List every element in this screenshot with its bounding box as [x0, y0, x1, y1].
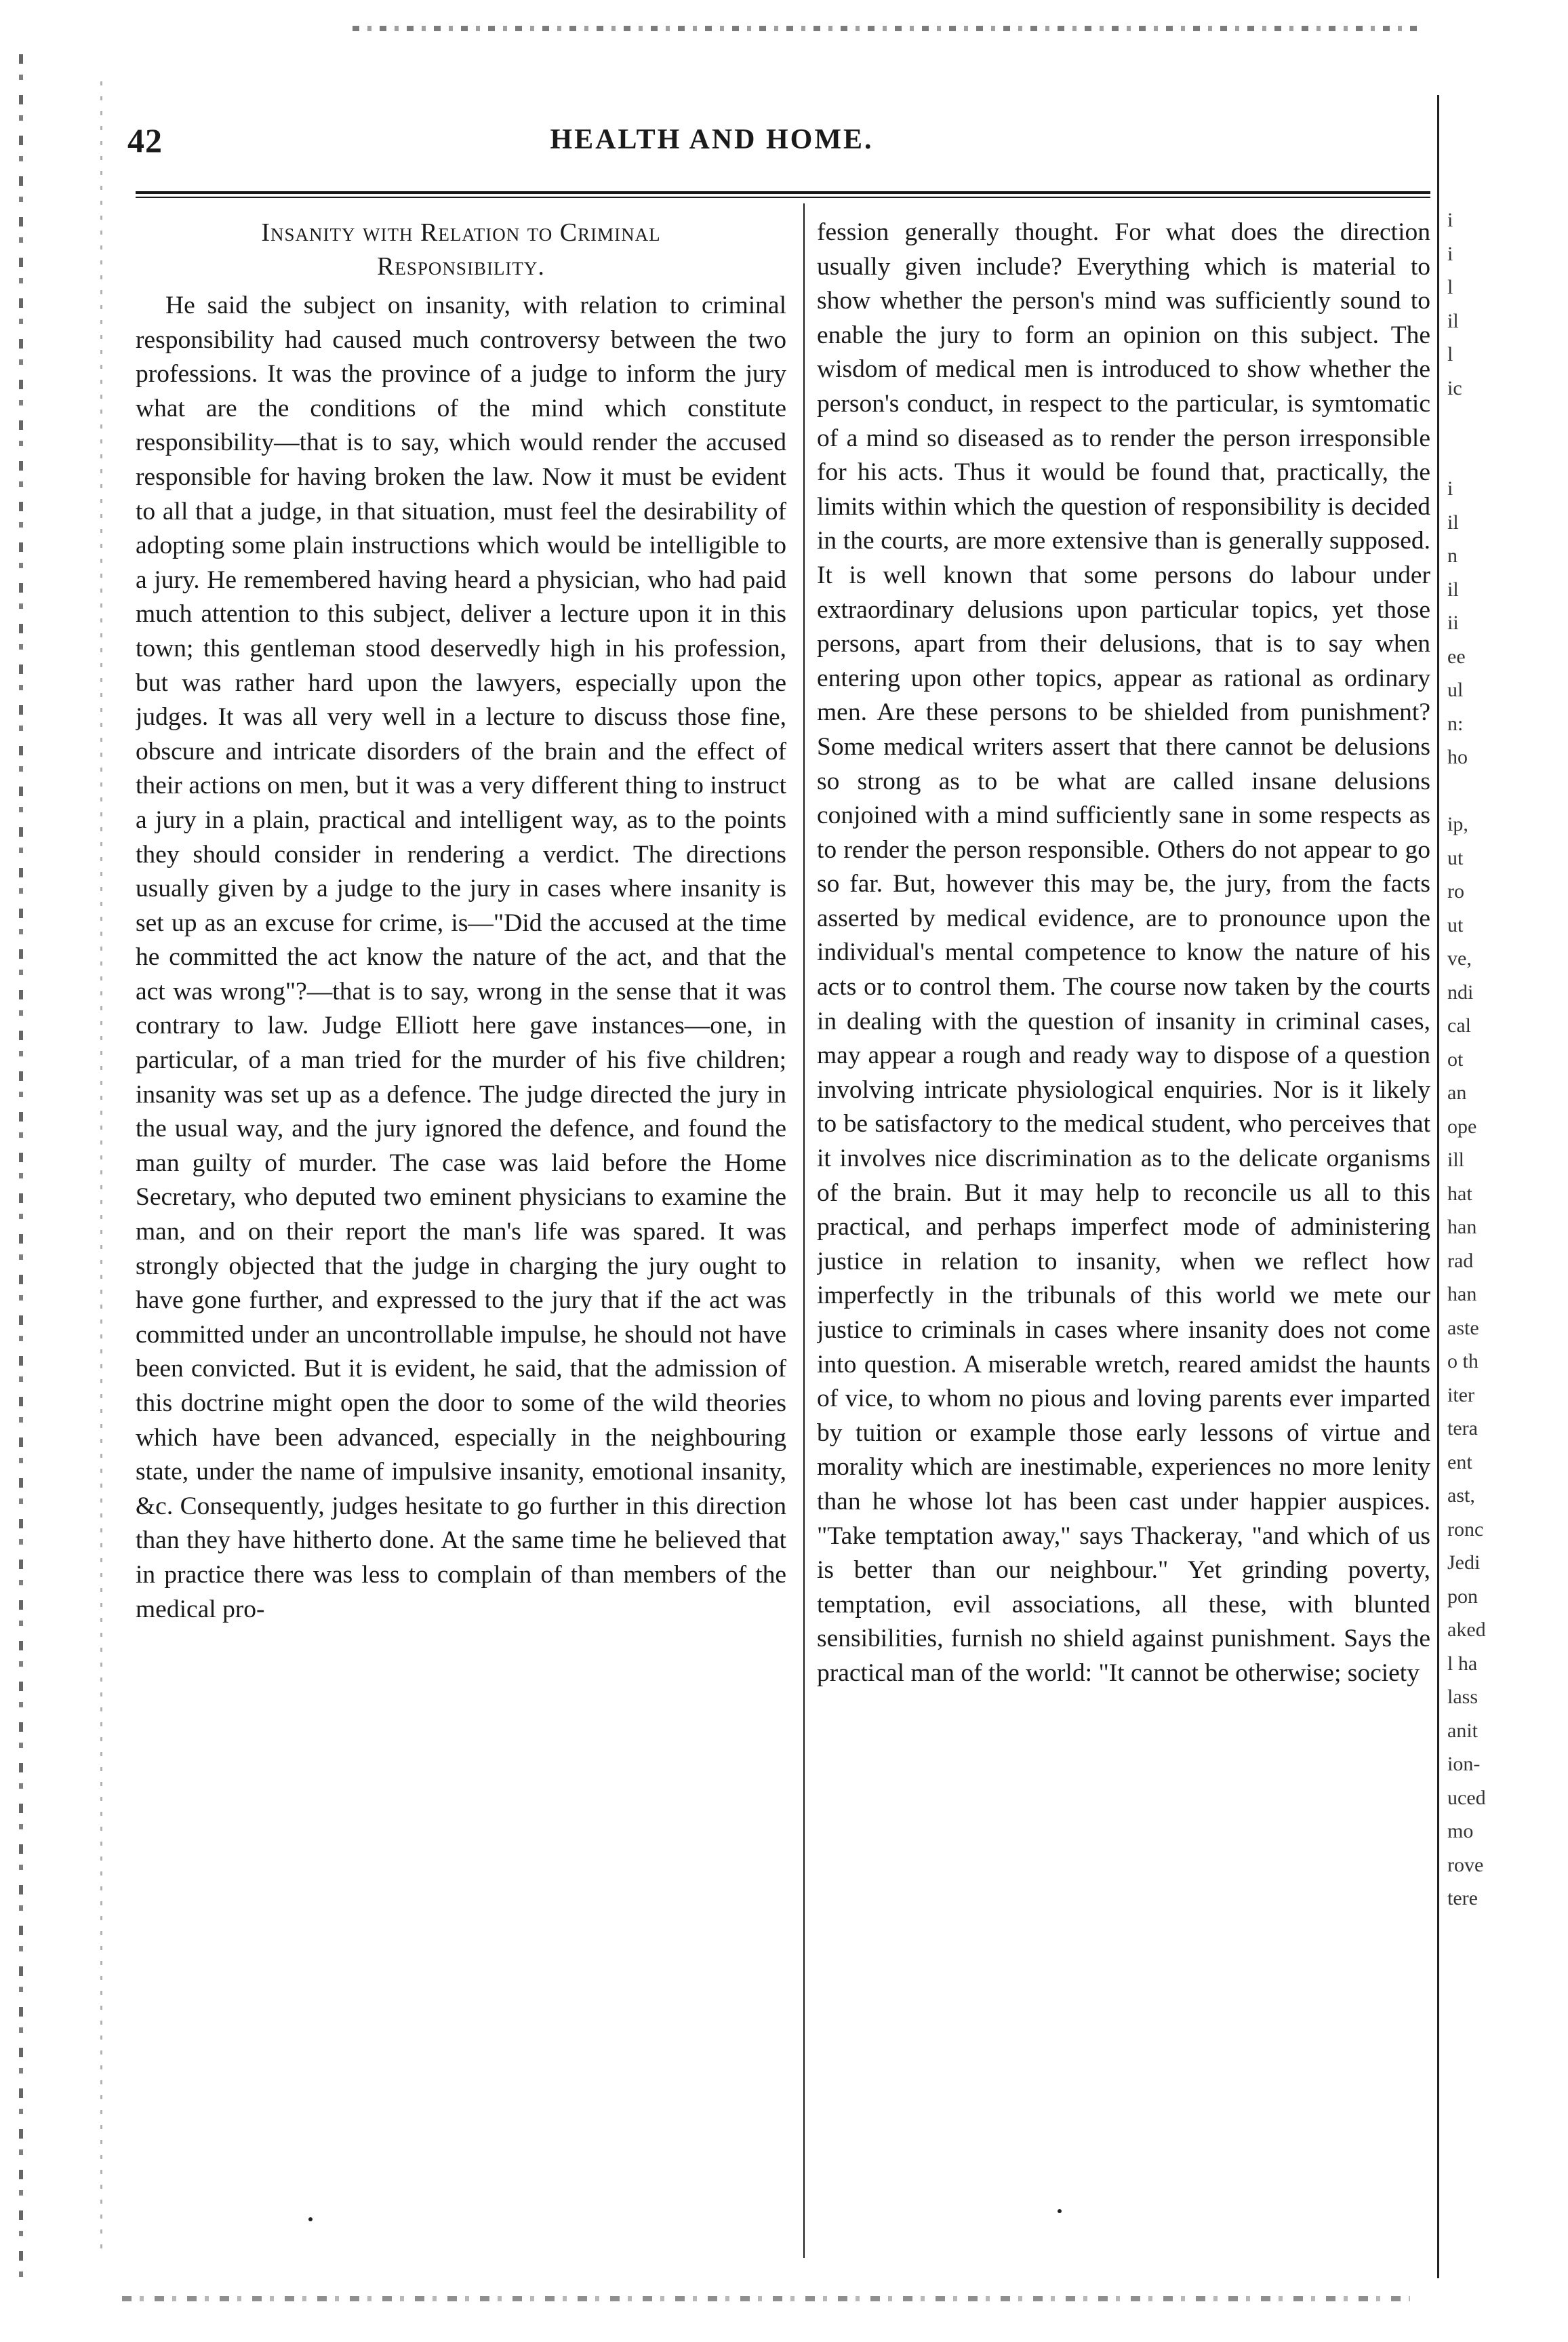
margin-fragment: uced — [1447, 1786, 1486, 1809]
margin-fragment: i — [1447, 242, 1453, 265]
margin-fragment — [1447, 774, 1549, 808]
margin-fragment: tere — [1447, 1887, 1478, 1909]
adjacent-page-fragments — [1447, 203, 1549, 2278]
margin-fragment: Jedi — [1447, 1551, 1481, 1574]
margin-fragment: n — [1447, 544, 1458, 567]
margin-fragment: lass — [1447, 1686, 1478, 1708]
right-column-body: fession generally thought. For what does the direction usually given include? Everything which is material to show whether the person's mind was sufficiently sound to enable the jury to form an opinion on this subject. The wisdom of medical men is introduced to show whether the person's conduct, in respect to the particular, is symtomatic of a mind so diseased as to render the person irresponsible for his acts. Thus it would be found that, practically, the limits within which the question of responsibility is decided in the courts, are more extensive than is generally supposed. It is well known that some persons do labour under extraordinary delusions upon particular topics, yet those persons, apart from their delusions, that is to say when entering upon other topics, appear as rational as ordinary men. Are these persons to be shielded from punishment? Some medical writers assert that there cannot be delusions so strong as to be what are called insane delusions conjoined with a mind sufficiently sane in some respects as to render the person responsible. Others do not appear to go so far. But, however this may be, the jury, from the facts asserted by medical evidence, are to pronounce upon the individual's mental competence to know the nature of his acts or to control them. The course now taken by the courts in dealing with the question of insanity in criminal cases, may appear a rough and ready way to dispose of a question involving intricate physiological enquiries. Nor is it likely to be satisfactory to the medical student, who perceives that it involves nice discrimination as to the delicate organisms of the brain. But it may help to reconcile us all to this practical, and perhaps imperfect mode of administering justice in relation to insanity, when we reflect how imperfectly in the tribunals of this world we mete our justice to criminals in cases where insanity does not come into question. A miserable wretch, reared amidst the haunts of vice, to whom no pious and loving parents ever imparted by tuition or example those early lessons of virtue and morality which are inestimable, experiences no more lenity than he whose lot has been cast under happier auspices. "Take temptation away," says Thackeray, "and which of us is better than our neighbour." Yet grinding poverty, temptation, evil associations, all these, with blunted sensibilities, furnish no shield against punishment. Says the practical man of the world: "It cannot be otherwise; society — [817, 218, 1430, 1687]
margin-fragment: han — [1447, 1216, 1477, 1238]
margin-fragment: ii — [1447, 612, 1459, 634]
margin-fragment: ronc — [1447, 1517, 1484, 1541]
margin-fragment: aked — [1447, 1619, 1486, 1641]
running-title: HEALTH AND HOME. — [550, 124, 874, 155]
margin-fragment: i — [1447, 477, 1453, 500]
right-column — [817, 216, 1430, 2263]
margin-fragment: il — [1447, 578, 1459, 601]
margin-fragment: ut — [1447, 913, 1464, 936]
margin-fragment: tera — [1447, 1417, 1478, 1440]
margin-fragment: aste — [1447, 1316, 1479, 1339]
margin-fragment: rove — [1447, 1853, 1484, 1876]
binding-edge-shadow — [19, 54, 23, 2278]
margin-fragment: ro — [1447, 880, 1464, 902]
margin-fragment: cal — [1447, 1014, 1471, 1037]
margin-fragment: ndi — [1447, 980, 1474, 1004]
margin-fragment: l ha — [1447, 1652, 1478, 1675]
margin-fragment: ot — [1447, 1048, 1464, 1071]
page-right-edge — [1437, 95, 1439, 2278]
margin-fragment: ul — [1447, 679, 1464, 701]
top-scan-noise — [353, 26, 1424, 31]
article-heading-line-1: Insanity with Relation to Criminal — [261, 218, 661, 247]
margin-fragment: ut — [1447, 846, 1464, 869]
margin-fragment: il — [1447, 511, 1459, 534]
bottom-scan-noise — [122, 2296, 1410, 2301]
left-column-body: He said the subject on insanity, with relation to criminal responsibility had caused much controversy between the two professions. It was the province of a judge to inform the jury what are the conditions of the mind which constitute responsibility—that is to say, which would render the accused responsible for having broken the law. Now it must be evident to all that a judge, in that situation, must feel the desirability of adopting some plain instructions which would be intelligible to a jury. He remembered having heard a physician, who had paid much attention to this subject, deliver a lecture upon it in this town; this gentleman stood deservedly high in his profession, but was rather hard upon the lawyers, especially upon the judges. It was all very well in a lecture to discuss those fine, obscure and intricate disorders of the brain and the effect of their actions on men, but it was a very different thing to instruct a jury in a plain, practical and intelligent way, as to the points they should consider in rendering a verdict. The directions usually given by a judge to the jury in cases where insanity is set up as an excuse for crime, is—"Did the accused at the time he committed the act know the nature of the act, and that the act was wrong"?—that is to say, wrong in the sense that it was contrary to law. Judge Elliott here gave instances—one, in particular, of a man tried for the murder of his five children; insanity was set up as a defence. The judge directed the jury in the usual way, and the jury ignored the defence, and found the man guilty of murder. The case was laid before the Home Secretary, who deputed two eminent physicians to examine the man, and on their report the man's life was spared. It was strongly objected that the judge in charging the jury ought to have gone further, and expressed to the jury that if the act was committed under an uncontrollable impulse, he should not have been convicted. But it is evident, he said, that the admission of this doctrine might open the door to some of the wild theories which have been advanced, especially in the neighbouring state, under the name of impulsive insanity, emotional insanity, &c. Consequently, judges hesitate to go further in this direction than they have hitherto done. At the same time he believed that in practice there was less to complain of than members of the medical pro- — [136, 292, 786, 1623]
margin-fragment: hat — [1447, 1182, 1472, 1205]
margin-fragment: ve, — [1447, 947, 1472, 970]
margin-fragment — [1447, 405, 1549, 439]
margin-fragment: iter — [1447, 1383, 1474, 1406]
page-number: 42 — [127, 121, 163, 159]
margin-fragment: mo — [1447, 1820, 1474, 1842]
margin-fragment: pon — [1447, 1585, 1478, 1608]
margin-fragment: anit — [1447, 1719, 1478, 1742]
margin-fragment: i — [1447, 209, 1453, 231]
margin-fragment: ent — [1447, 1450, 1472, 1473]
margin-fragment: han — [1447, 1283, 1477, 1305]
margin-fragment: il — [1447, 309, 1459, 332]
margin-fragment: ip, — [1447, 813, 1468, 835]
margin-fragment: an — [1447, 1081, 1467, 1104]
margin-fragment: ion- — [1447, 1753, 1481, 1775]
margin-fragment: l — [1447, 343, 1453, 365]
margin-fragment: ill — [1447, 1149, 1465, 1171]
left-column — [136, 216, 786, 2263]
margin-fragment: ho — [1447, 746, 1468, 768]
margin-fragment: rad — [1447, 1249, 1474, 1272]
margin-fragment: ee — [1447, 645, 1466, 668]
article-heading-line-2: Responsibility. — [377, 252, 545, 281]
margin-fragment: n: — [1447, 712, 1464, 735]
margin-fragment: ic — [1447, 376, 1462, 399]
article-heading — [136, 216, 786, 283]
margin-fragment: o th — [1447, 1350, 1479, 1372]
column-divider — [803, 203, 805, 2258]
header-double-rule — [136, 191, 1430, 198]
margin-fragment — [1447, 439, 1549, 473]
margin-fragment: l — [1447, 276, 1453, 298]
ink-speck — [1058, 2209, 1062, 2213]
margin-fragment: ope — [1447, 1115, 1477, 1138]
binding-edge-specks — [100, 81, 102, 2251]
ink-speck — [308, 2217, 313, 2221]
margin-fragment: ast, — [1447, 1484, 1475, 1507]
